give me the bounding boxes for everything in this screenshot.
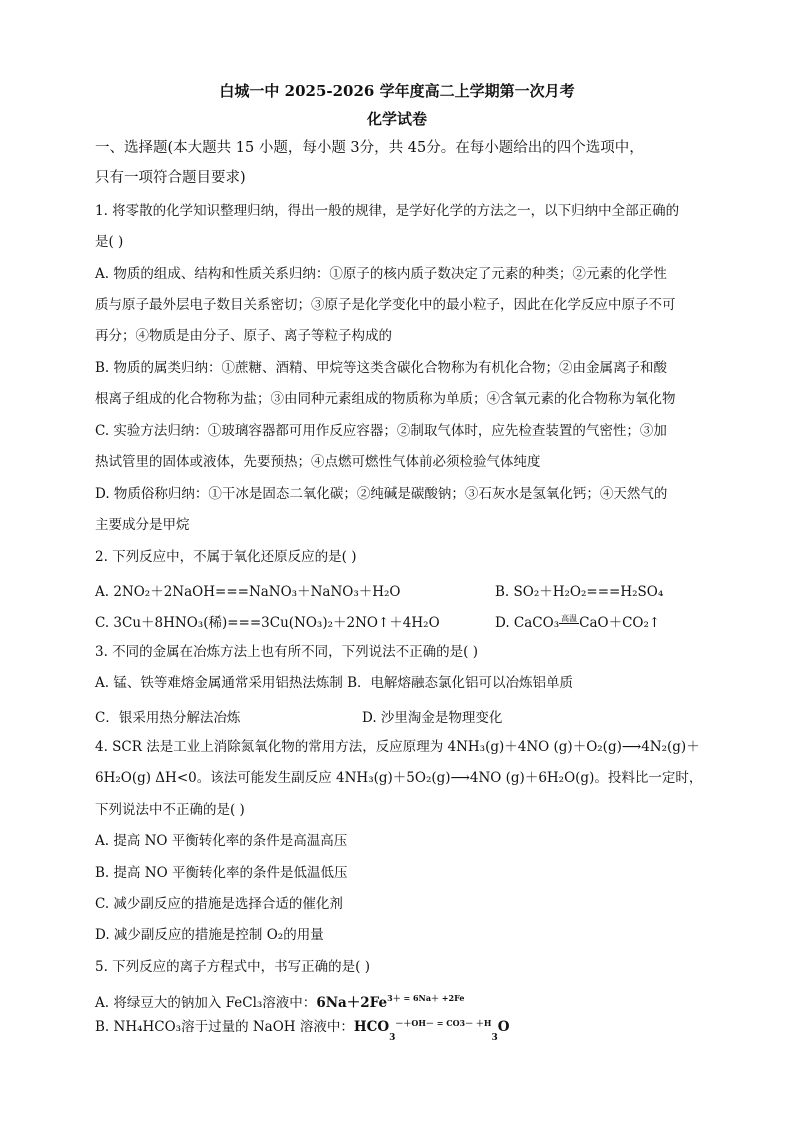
q2-option-c: C. 3Cu＋8HNO₃(稀)===3Cu(NO₃)₂＋2NO↑＋4H₂O [95,615,440,631]
q4-option-c: C. 减少副反应的措施是选择合适的催化剂 [95,896,343,912]
q3-option-c: C．银采用热分解法冶炼 [95,710,241,726]
q1-option-c-line2: 热试管里的固体或液体，先要预热；④点燃可燃性气体前必须检验气体纯度 [95,454,541,470]
q5-option-b-subscript-2: 3 [491,1033,498,1043]
q2-option-d [495,611,660,631]
q1-option-d-line2: 主要成分是甲烷 [95,517,190,533]
q5-option-a-text: A. 将绿豆大的钠加入 FeCl₃溶液中： [95,995,317,1011]
q3-stem: 3. 不同的金属在冶炼方法上也有所不同，下列说法不正确的是( ) [95,644,478,660]
q1-option-a-line2: 质与原子最外层电子数目关系密切；③原子是化学变化中的最小粒子，因此在化学反应中原子不可 [95,297,676,313]
q4-option-a: A. 提高 NO 平衡转化率的条件是高温高压 [95,833,348,849]
section-heading-line2: 只有一项符合题目要求) [95,170,246,186]
q1-stem-line2: 是( ) [95,234,124,250]
q4-stem-line3: 下列说法中不正确的是( ) [95,802,245,818]
q1-stem-line1: 1. 将零散的化学知识整理归纳，得出一般的规律，是学好化学的方法之一，以下归纳中全部正确的 [95,203,680,219]
q5-option-b-subscript: 3 [389,1033,396,1043]
q3-option-d: D. 沙里淘金是物理变化 [362,710,503,726]
q5-option-a-equation-rest: 3＋ = 6Na＋ +2Fe [387,993,465,1003]
page-title: 白城一中 2025-2026 学年度高二上学期第一次月考 [219,82,575,100]
q4-option-b: B. 提高 NO 平衡转化率的条件是低温低压 [95,865,348,881]
section-heading-line1: 一、选择题(本大题共 15 小题，每小题 3分，共 45分。在每小题给出的四个选项中， [95,140,644,156]
q1-option-c-line1: C. 实验方法归纳：①玻璃容器都可用作反应容器；②制取气体时，应先检查装置的气密性；③加 [95,423,667,439]
q5-option-b-text: B. NH₄HCO₃溶于过量的 NaOH 溶液中： [95,1019,354,1035]
q2-stem: 2. 下列反应中，不属于氧化还原反应的是( ) [95,549,357,565]
q2-option-a: A. 2NO₂＋2NaOH===NaNO₃＋NaNO₃＋H₂O [95,584,401,600]
q1-option-b-line2: 根离子组成的化合物称为盐；③由同种元素组成的物质称为单质；④含氧元素的化合物称为氧化物 [95,391,676,407]
q5-option-b-equation-end: O [497,1019,510,1035]
q4-option-d: D. 减少副反应的措施是控制 O₂的用量 [95,927,324,943]
q2-option-d-reactant: D. CaCO₃ [495,615,560,631]
q5-option-b-equation-mid: －＋OH－ = CO3－ ＋H [395,1018,492,1028]
q2-option-b: B. SO₂＋H₂O₂===H₂SO₄ [495,584,664,600]
q3-options-ab: A. 锰、铁等难熔金属通常采用铝热法炼制 B．电解熔融态氯化铝可以冶炼铝单质 [95,675,574,691]
q2-option-d-product: CaO＋CO₂↑ [579,615,661,631]
q5-option-a [95,989,464,1012]
q2-option-d-condition: 高温 [561,614,578,623]
q5-option-b-equation: HCO [353,1019,390,1035]
q1-option-b-line1: B. 物质的属类归纳：①蔗糖、酒精、甲烷等这类含碳化合物称为有机化合物；②由金属离子和酸 [95,360,668,376]
page-subtitle: 化学试卷 [366,110,427,128]
q1-option-a-line1: A. 物质的组成、结构和性质关系归纳：①原子的核内质子数决定了元素的种类；②元素的化学性 [95,266,667,282]
q1-option-a-line3: 再分；④物质是由分子、原子、离子等粒子构成的 [95,328,392,344]
q1-option-d-line1: D. 物质俗称归纳：①干冰是固态二氧化碳；②纯碱是碳酸钠；③石灰水是氢氧化钙；④天然气的 [95,486,668,502]
q5-option-b [95,1014,509,1047]
q5-option-a-equation: 6Na＋2Fe [316,995,388,1011]
q5-stem: 5. 下列反应的离子方程式中，书写正确的是( ) [95,959,370,975]
q4-stem-line2: 6H₂O(g) ΔH<0。该法可能发生副反应 4NH₃(g)＋5O₂(g)⟶4NO (g)＋6H₂O(g)。投料比一定时， [95,770,703,786]
q4-stem-line1: 4. SCR 法是工业上消除氮氧化物的常用方法，反应原理为 4NH₃(g)＋4NO (g)＋O₂(g)⟶4N₂(g)＋ [95,739,700,755]
